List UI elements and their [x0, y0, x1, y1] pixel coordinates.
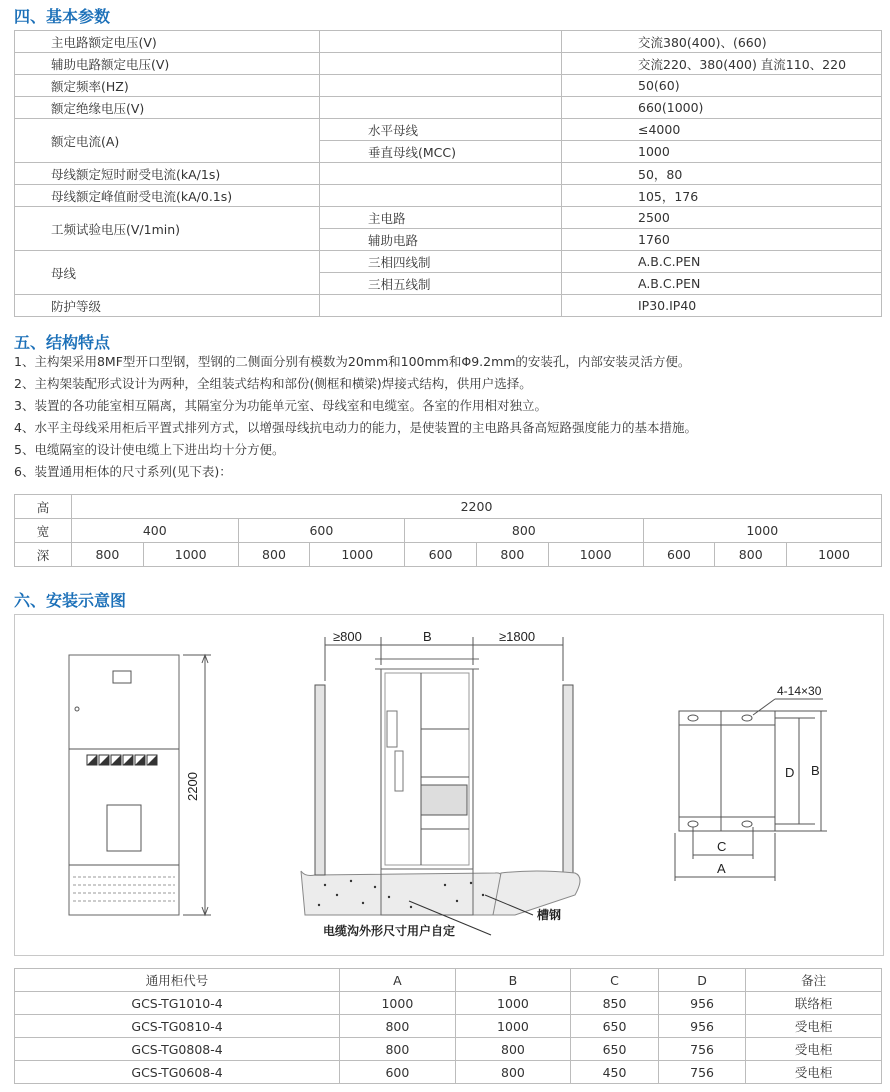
channel-steel-label: 槽钢 [537, 908, 562, 922]
list-item: 4、水平主母线采用柜后平置式排列方式，以增强母线抗电动力的能力，是使装置的主电路具备高短路强度能力的基本措施。 [14, 420, 697, 435]
table-row: 母线 三相四线制 A.B.C.PEN [15, 251, 882, 273]
cabinet-side-view [301, 629, 580, 938]
list-item: 1、主构架采用8MF型开口型钢，型钢的二侧面分别有模数为20mm和100mm和Φ9.2mm的安装孔，内部安装灵活方便。 [14, 354, 691, 369]
table-row: GCS-TG0810-4 800 1000 650 956 受电柜 [15, 1015, 882, 1038]
models-table [14, 968, 882, 1084]
dim-rear-clearance: ≥1800 [499, 629, 536, 644]
table-row: 额定频率(HZ) 50(60) [15, 75, 882, 97]
install-diagram [15, 615, 883, 955]
mounting-holes-label: 4-14×30 [777, 684, 822, 698]
dim-C: C [717, 839, 727, 854]
dim-D: D [785, 765, 795, 780]
table-row: 防护等级 IP30.IP40 [15, 295, 882, 317]
dimension-table [14, 494, 882, 567]
table-row: 主电路额定电压(V) 交流380(400)、(660) [15, 31, 882, 53]
table-row: 额定绝缘电压(V) 660(1000) [15, 97, 882, 119]
list-item: 5、电缆隔室的设计使电缆上下进出均十分方便。 [14, 442, 285, 457]
cabinet-front-view [69, 655, 211, 915]
table-row: GCS-TG1010-4 1000 1000 850 956 联络柜 [15, 992, 882, 1015]
table-row: 工频试验电压(V/1min) 主电路 2500 [15, 207, 882, 229]
table-row: 额定电流(A) 水平母线 ≤4000 [15, 119, 882, 141]
dim-B-side: B [423, 629, 432, 644]
table-row: GCS-TG0608-4 600 800 450 756 受电柜 [15, 1061, 882, 1084]
table-row: 三相五线制 A.B.C.PEN [15, 273, 882, 295]
trench-note: 电缆沟外形尺寸用户自定 [323, 924, 456, 938]
table-row: 高 2200 [15, 495, 882, 519]
section-title-params: 四、基本参数 [14, 7, 111, 26]
feature-list [14, 351, 697, 483]
dim-2200: 2200 [185, 772, 200, 801]
table-row: GCS-TG0808-4 800 800 650 756 受电柜 [15, 1038, 882, 1061]
install-diagram-frame [14, 614, 884, 956]
params-table [14, 30, 882, 317]
dim-B-plan: B [811, 763, 820, 778]
table-row: 深 800 1000 800 1000 600 800 1000 600 800 1000 [15, 543, 882, 567]
cabinet-plan-view [675, 684, 827, 881]
table-row: 宽 400 600 800 1000 [15, 519, 882, 543]
section-title-features: 五、结构特点 [14, 333, 111, 352]
list-item: 2、主构架装配形式设计为两种，全组装式结构和部份(侧框和横梁)焊接式结构，供用户选择。 [14, 376, 532, 391]
table-row: 母线额定短时耐受电流(kA/1s) 50，80 [15, 163, 882, 185]
dim-front-clearance: ≥800 [333, 629, 362, 644]
table-row: 母线额定峰值耐受电流(kA/0.1s) 105，176 [15, 185, 882, 207]
table-row: 辅助电路额定电压(V) 交流220、380(400) 直流110、220 [15, 53, 882, 75]
table-row: 辅助电路 1760 [15, 229, 882, 251]
table-header-row: 通用柜代号 A B C D 备注 [15, 969, 882, 992]
section-title-install: 六、安装示意图 [14, 591, 127, 610]
list-item: 6、装置通用柜体的尺寸系列(见下表)： [14, 464, 232, 479]
list-item: 3、装置的各功能室相互隔离，其隔室分为功能单元室、母线室和电缆室。各室的作用相对独立。 [14, 398, 547, 413]
table-row: 垂直母线(MCC) 1000 [15, 141, 882, 163]
dim-A: A [717, 861, 726, 876]
